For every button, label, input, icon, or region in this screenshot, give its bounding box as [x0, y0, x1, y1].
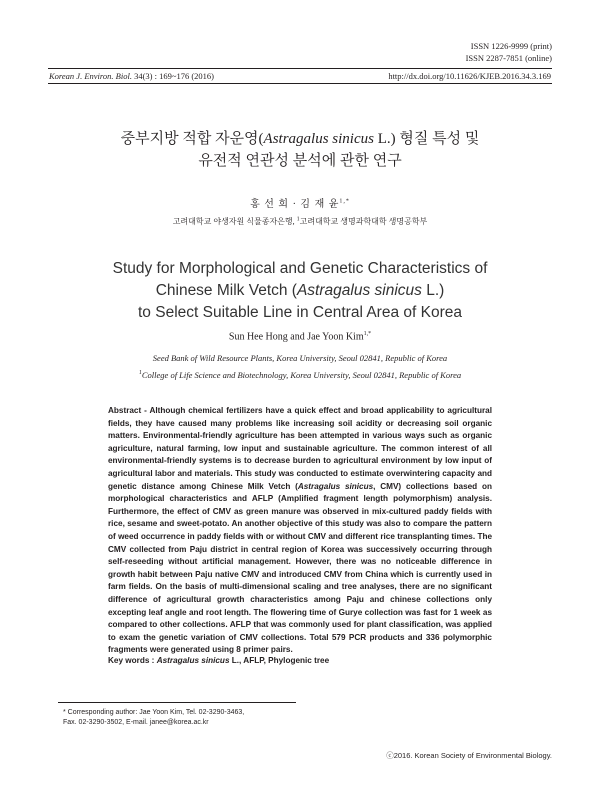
journal-citation	[49, 71, 214, 81]
english-affiliations	[40, 351, 560, 383]
korean-title-line1: 중부지방 적합 자운영(Astragalus sinicus L.) 형질 특성 및	[120, 131, 480, 147]
english-affiliation-1: Seed Bank of Wild Resource Plants, Korea University, Seoul 02841, Republic of Korea	[152, 353, 448, 363]
journal-volume: 34(3) : 169~176 (2016)	[131, 71, 214, 81]
keywords-species: Astragalus sinicus	[156, 656, 230, 665]
doi-link[interactable]: http://dx.doi.org/10.11626/KJEB.2016.34.3.169	[388, 71, 551, 81]
english-title	[40, 258, 560, 324]
copyright-notice: ⓒ2016. Korean Society of Environmental Biology.	[386, 751, 552, 760]
footnote-line1: * Corresponding author: Jae Yoon Kim, Tel. 02-3290-3463,	[63, 709, 245, 716]
corresponding-author-footnote	[63, 708, 244, 728]
keywords-label: Key words :	[108, 656, 157, 665]
korean-title	[40, 128, 560, 172]
english-title-species: Astragalus sinicus	[296, 282, 422, 299]
english-title-line2: Chinese Milk Vetch (Astragalus sinicus L.)	[155, 282, 445, 299]
korean-title-species: Astragalus sinicus	[263, 131, 374, 147]
journal-header-bar	[48, 68, 552, 84]
issn-block	[466, 40, 552, 64]
abstract-species: Astragalus sinicus	[297, 481, 374, 491]
english-title-line3: to Select Suitable Line in Central Area of Korea	[138, 304, 462, 321]
english-title-line1: Study for Morphological and Genetic Characteristics of	[112, 260, 488, 277]
korean-affiliation: 고려대학교 야생자원 식물종자은행, $^1$고려대학교 생명과학대학 생명공학부	[172, 216, 428, 226]
journal-name: Korean J. Environ. Biol.	[49, 71, 132, 81]
korean-title-line2: 유전적 연관성 분석에 관한 연구	[198, 153, 402, 169]
abstract-label: Abstract	[108, 406, 142, 415]
korean-authors: 홍 선 희 · 김 재 윤$^{1,*}$	[250, 198, 350, 210]
abstract-text: Although chemical fertilizers have a quick effect and broad applicability to agricultural fields, they have caused many problems like increasing soil acidity or decreasing soil organic matters. Environmental-friendly agriculture has been attempted in various ways such as organic agriculture, natural farming, low input and sustainable agriculture. The common interest of all environmental-friendly systems is to decrease burden to agricultural environment by low input of agricultural labor and materials. This study was conducted to estimate overwintering capacity and genetic distance among Chinese Milk Vetch (Astragalus sinicus, CMV) collections based on morphological characteristics and AFLP (Amplified fragment length polymorphism) analysis. Furthermore, the effect of CMV as green manure was observed in mix-cultured paddy fields with rice, sesame and sweet-potato. An another objective of this study was also to compare the pattern of weed occurrence in paddy fields with or without CMV and different rice transplanting times. The CMV collected from Paju district in central region of Korea was successively occurring through self-reseeding without artificial management. However, there was no noticeable difference in growth habit between Paju native CMV and introduced CMV from China which is currently used in farm fields. On the basis of multi-dimensional scaling and tree analyses, there are no significant difference of agricultural growth characteristics among Paju and chinese collections only excepting leaf angle and root length. The flowering time of Gurye collection was fast for 1 week as compared to other collections. AFLP that was commonly used for plant classification, was applied to exam the genetic variation of CMV collections. Total 579 PCR products and 336 polymorphic fragments were generated using 8 primer pairs.	[108, 406, 492, 655]
issn-online: ISSN 2287-7851 (online)	[465, 53, 552, 63]
keywords: Key words : Astragalus sinicus L., AFLP, Phylogenic tree	[108, 656, 330, 665]
issn-print: ISSN 1226-9999 (print)	[470, 41, 552, 51]
abstract: Abstract - Although chemical fertilizers have a quick effect and broad applicability to agricultural fields, they have caused many problems like increasing soil acidity or decreasing soil organic matters. Environmental-friendly agriculture has been attempted in various ways such as organic agriculture, natural farming, low input and sustainable agriculture. The common interest of all environmental-friendly systems is to decrease burden to agricultural environment by low input of agricultural labor and materials. This study was conducted to estimate overwintering capacity and genetic distance among Chinese Milk Vetch (Astragalus sinicus, CMV) collections based on morphological characteristics and AFLP (Amplified fragment length polymorphism) analysis. Furthermore, the effect of CMV as green manure was observed in mix-cultured paddy fields with rice, sesame and sweet-potato. An another objective of this study was also to compare the pattern of weed occurrence in paddy fields with or without CMV and different rice transplanting times. The CMV collected from Paju district in central region of Korea was successively occurring through self-reseeding without artificial management. However, there was no noticeable difference in growth habit between Paju native CMV and introduced CMV from China which is currently used in farm fields. On the basis of multi-dimensional scaling and tree analyses, there are no significant difference of agricultural growth characteristics among Paju and chinese collections only excepting leaf angle and root length. The flowering time of Gurye collection was fast for 1 week as compared to other collections. AFLP that was commonly used for plant classification, was applied to exam the genetic variation of CMV collections. Total 579 PCR products and 336 polymorphic fragments were generated using 8 primer pairs.	[108, 406, 492, 655]
footnote-divider	[58, 702, 296, 703]
footnote-line2: Fax. 02-3290-3502, E-mail. janee@korea.ac.kr	[63, 719, 209, 726]
english-affiliation-2: $^1$College of Life Science and Biotechnology, Korea University, Seoul 02841, Republic of Korea	[138, 369, 462, 380]
english-authors: Sun Hee Hong and Jae Yoon Kim$^{1,*}$	[228, 331, 372, 343]
